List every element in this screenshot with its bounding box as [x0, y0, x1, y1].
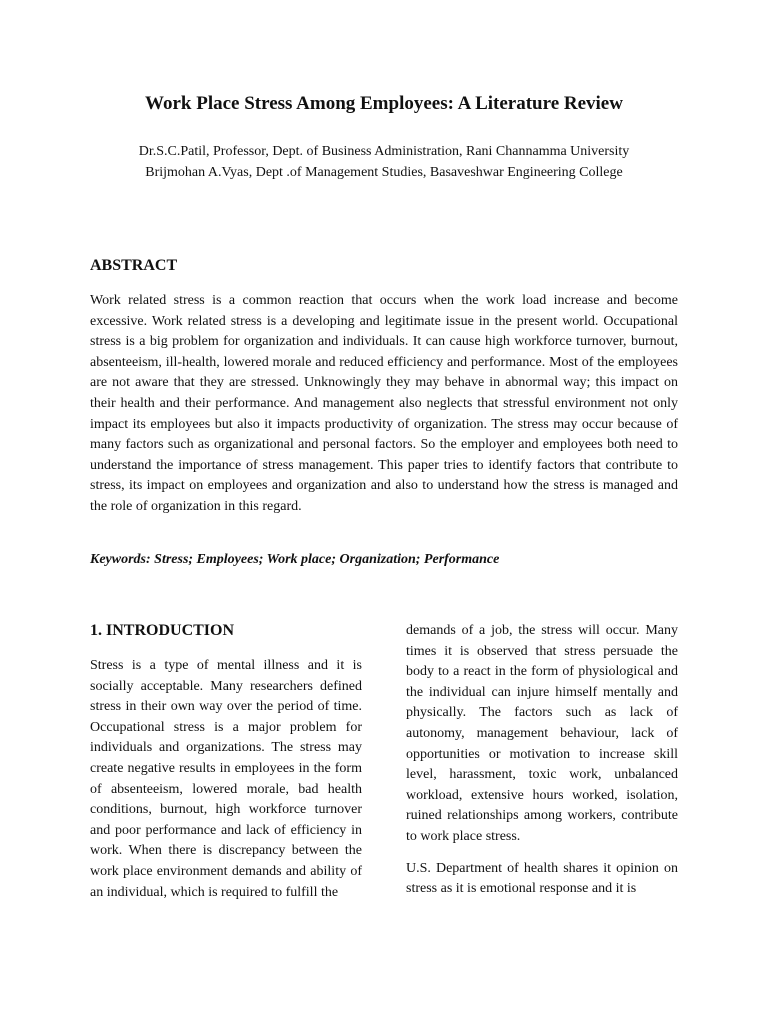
left-column — [90, 620, 362, 903]
right-column — [406, 621, 678, 911]
abstract-heading: ABSTRACT — [90, 257, 178, 274]
abstract-body: Work related stress is a common reaction that occurs when the work load increase and become excessive. Work related stress is a developing and legitimate issue in the present world. Occupational stress is a big problem for organization and individuals. It can cause high workforce turnover, burnout, absenteeism, ill-health, lowered morale and reduced efficiency and performance. Most of the employees are not aware that they are stressed. Unknowingly they may behave in abnormal way; this impact on their health and their performance. And management also neglects that stressful environment not only impact its employees but also it impacts productivity of organization. The stress may occur because of many factors such as organizational and personal factors. So the employer and employees both need to understand the importance of stress management. This paper tries to identify factors that contribute to stress, its impact on employees and organization and also to understand how the stress is managed and the role of organization in this regard. — [90, 293, 678, 514]
author-line-1: Dr.S.C.Patil, Professor, Dept. of Business Administration, Rani Channamma University — [138, 144, 630, 159]
paper-title: Work Place Stress Among Employees: A Literature Review — [145, 93, 623, 114]
keywords-line: Keywords: Stress; Employees; Work place; Organization; Performance — [90, 552, 500, 567]
author-line-2: Brijmohan A.Vyas, Dept .of Management Studies, Basaveshwar Engineering College — [145, 165, 623, 180]
introduction-paragraph-3: U.S. Department of health shares it opinion on stress as it is emotional response and it is — [406, 860, 678, 897]
introduction-paragraph-2: demands of a job, the stress will occur. Many times it is observed that stress persuade the body to a react in the form of physiological and the individual can injure himself mentally and physically. The factors such as lack of autonomy, management behaviour, lack of opportunities or motivation to increase skill level, harassment, toxic work, unbalanced workload, extensive hours worked, isolation, ruined relationships among workers, contribute to work place stress. — [406, 623, 678, 844]
introduction-heading: 1. INTRODUCTION — [90, 622, 235, 639]
introduction-paragraph-1: Stress is a type of mental illness and it is socially acceptable. Many researchers defined stress in their own way over the period of time. Occupational stress is a major problem for individuals and organizations. The stress may create negative results in employees in the form of absenteeism, lowered morale, bad health conditions, burnout, high workforce turnover and poor performance and lack of efficiency in work. When there is discrepancy between the work place environment demands and ability of an individual, which is required to fulfill the — [90, 658, 362, 900]
author-block — [0, 141, 768, 183]
